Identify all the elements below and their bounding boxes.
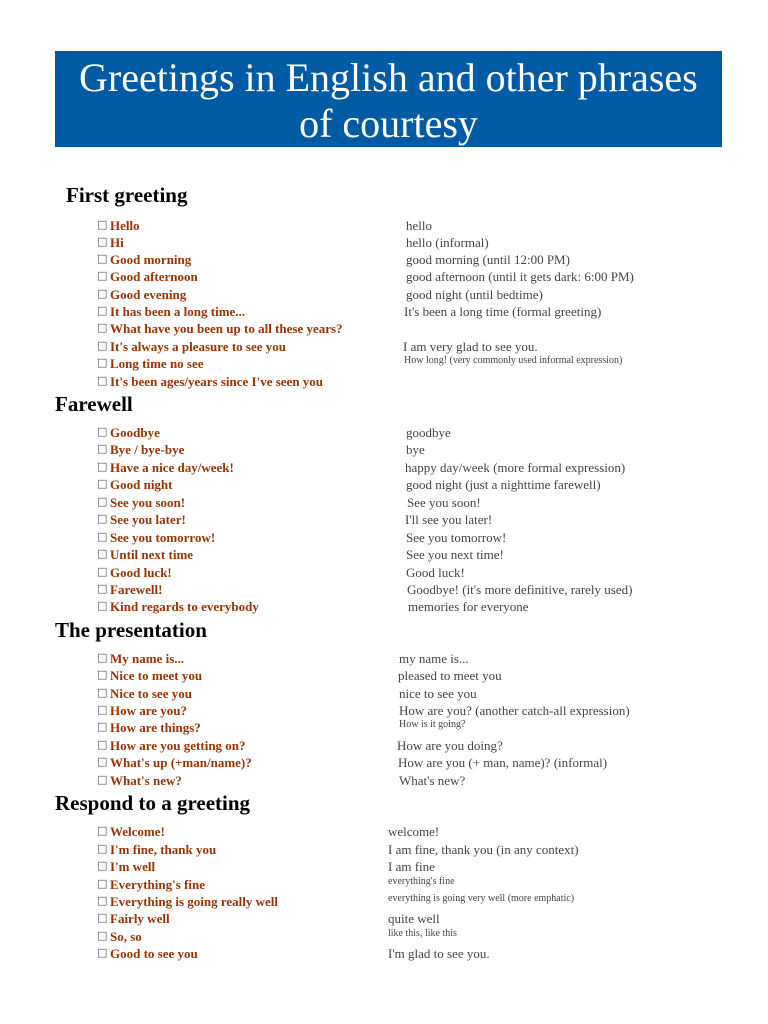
meaning-text: What's new?	[399, 773, 466, 788]
box-bullet-icon: □	[97, 339, 108, 352]
box-bullet-icon: □	[97, 547, 108, 560]
meaning-text: goodbye	[406, 425, 451, 440]
phrase-text: It's been ages/years since I've seen you	[110, 374, 324, 389]
phrase-text: It has been a long time...	[110, 304, 246, 319]
list-item	[97, 564, 737, 581]
phrase-text: Until next time	[110, 547, 194, 562]
page-title-line-2: of courtesy	[299, 101, 478, 146]
box-bullet-icon: □	[97, 287, 108, 300]
phrase-text: Kind regards to everybody	[110, 599, 259, 614]
list-item	[97, 303, 737, 320]
list-item	[97, 667, 737, 684]
list-item	[97, 841, 737, 858]
phrase-text: Goodbye	[110, 425, 160, 440]
list-item	[97, 945, 737, 962]
phrase-text: Farewell!	[110, 582, 163, 597]
meaning-text: How is it going?	[399, 719, 466, 730]
meaning-text: How are you doing?	[397, 738, 503, 753]
list-item	[97, 650, 737, 667]
phrase-text: Nice to see you	[110, 686, 192, 701]
page-title-line-1: Greetings in English and other phrases	[79, 55, 698, 100]
list-item	[97, 373, 737, 390]
box-bullet-icon: □	[97, 894, 108, 907]
list-item	[97, 823, 737, 840]
phrase-text: Hi	[110, 235, 124, 250]
meaning-text: Good luck!	[406, 565, 465, 580]
list-item	[97, 685, 737, 702]
box-bullet-icon: □	[97, 859, 108, 872]
phrase-text: Good to see you	[110, 946, 198, 961]
box-bullet-icon: □	[97, 321, 108, 334]
box-bullet-icon: □	[97, 773, 108, 786]
box-bullet-icon: □	[97, 495, 108, 508]
meaning-text: How long! (very commonly used informal expression)	[404, 355, 623, 366]
phrase-text: Everything's fine	[110, 877, 205, 892]
list-item	[97, 598, 737, 615]
meaning-text: memories for everyone	[408, 599, 529, 614]
list-item	[97, 251, 737, 268]
meaning-text: I am fine, thank you (in any context)	[388, 842, 579, 857]
meaning-text: good night (just a nighttime farewell)	[406, 477, 601, 492]
phrase-text: Good morning	[110, 252, 192, 267]
meaning-text: everything's fine	[388, 876, 455, 887]
section-heading: Farewell	[55, 392, 133, 416]
meaning-text: hello	[406, 218, 432, 233]
meaning-text: See you next time!	[406, 547, 504, 562]
list-item	[97, 217, 737, 234]
list-item	[97, 546, 737, 563]
list-item	[97, 772, 737, 789]
phrase-text: How are things?	[110, 720, 201, 735]
box-bullet-icon: □	[97, 686, 108, 699]
box-bullet-icon: □	[97, 877, 108, 890]
box-bullet-icon: □	[97, 374, 108, 387]
list-item	[97, 320, 737, 337]
box-bullet-icon: □	[97, 911, 108, 924]
list-item	[97, 268, 737, 285]
box-bullet-icon: □	[97, 738, 108, 751]
meaning-text: See you tomorrow!	[406, 530, 507, 545]
phrase-text: My name is...	[110, 651, 185, 666]
list-item	[97, 476, 737, 493]
phrase-text: What have you been up to all these years?	[110, 321, 343, 336]
meaning-text: good morning (until 12:00 PM)	[406, 252, 570, 267]
meaning-text: nice to see you	[399, 686, 477, 701]
box-bullet-icon: □	[97, 304, 108, 317]
meaning-text: good night (until bedtime)	[406, 287, 543, 302]
meaning-text: See you soon!	[407, 495, 481, 510]
section-heading: The presentation	[55, 618, 207, 642]
box-bullet-icon: □	[97, 235, 108, 248]
phrase-text: Fairly well	[110, 911, 170, 926]
phrase-text: It's always a pleasure to see you	[110, 339, 286, 354]
list-item	[97, 441, 737, 458]
box-bullet-icon: □	[97, 668, 108, 681]
phrase-text: I'm fine, thank you	[110, 842, 217, 857]
phrase-text: Bye / bye-bye	[110, 442, 185, 457]
box-bullet-icon: □	[97, 651, 108, 664]
box-bullet-icon: □	[97, 442, 108, 455]
section-heading: First greeting	[66, 183, 188, 207]
box-bullet-icon: □	[97, 218, 108, 231]
meaning-text: welcome!	[388, 824, 440, 839]
meaning-text: like this, like this	[388, 928, 457, 939]
phrase-text: How are you getting on?	[110, 738, 246, 753]
box-bullet-icon: □	[97, 512, 108, 525]
phrase-text: How are you?	[110, 703, 188, 718]
box-bullet-icon: □	[97, 356, 108, 369]
phrase-text: Everything is going really well	[110, 894, 279, 909]
list-item	[97, 234, 737, 251]
meaning-text: I'm glad to see you.	[388, 946, 490, 961]
box-bullet-icon: □	[97, 929, 108, 942]
list-item	[97, 459, 737, 476]
box-bullet-icon: □	[97, 720, 108, 733]
list-item	[97, 286, 737, 303]
meaning-text: How are you? (another catch-all expression)	[399, 703, 630, 718]
box-bullet-icon: □	[97, 599, 108, 612]
phrase-text: Welcome!	[110, 824, 165, 839]
title-banner	[55, 51, 722, 147]
phrase-text: Good evening	[110, 287, 187, 302]
box-bullet-icon: □	[97, 252, 108, 265]
box-bullet-icon: □	[97, 946, 108, 959]
list-item	[97, 893, 737, 910]
phrase-text: Have a nice day/week!	[110, 460, 234, 475]
box-bullet-icon: □	[97, 565, 108, 578]
phrase-text: See you tomorrow!	[110, 530, 216, 545]
meaning-text: happy day/week (more formal expression)	[405, 460, 626, 475]
box-bullet-icon: □	[97, 425, 108, 438]
box-bullet-icon: □	[97, 824, 108, 837]
box-bullet-icon: □	[97, 460, 108, 473]
box-bullet-icon: □	[97, 269, 108, 282]
section-heading: Respond to a greeting	[55, 791, 251, 815]
list-item	[97, 581, 737, 598]
meaning-text: pleased to meet you	[398, 668, 502, 683]
phrase-text: Good night	[110, 477, 173, 492]
meaning-text: Goodbye! (it's more definitive, rarely used)	[407, 582, 633, 597]
meaning-text: I am fine	[388, 859, 435, 874]
phrase-text: Good luck!	[110, 565, 172, 580]
list-item	[97, 355, 737, 372]
meaning-text: my name is...	[399, 651, 469, 666]
list-item	[97, 511, 737, 528]
phrase-text: I'm well	[110, 859, 156, 874]
phrase-text: See you later!	[110, 512, 186, 527]
meaning-text: hello (informal)	[406, 235, 489, 250]
box-bullet-icon: □	[97, 755, 108, 768]
box-bullet-icon: □	[97, 703, 108, 716]
meaning-text: It's been a long time (formal greeting)	[404, 304, 602, 319]
box-bullet-icon: □	[97, 582, 108, 595]
list-item	[97, 719, 737, 736]
phrase-text: What's up (+man/name)?	[110, 755, 252, 770]
phrase-text: Good afternoon	[110, 269, 198, 284]
meaning-text: bye	[406, 442, 425, 457]
box-bullet-icon: □	[97, 477, 108, 490]
phrase-text: Hello	[110, 218, 140, 233]
phrase-text: So, so	[110, 929, 142, 944]
phrase-text: Nice to meet you	[110, 668, 203, 683]
list-item	[97, 494, 737, 511]
list-item	[97, 529, 737, 546]
meaning-text: everything is going very well (more emphatic)	[388, 893, 575, 904]
meaning-text: quite well	[388, 911, 440, 926]
box-bullet-icon: □	[97, 530, 108, 543]
phrase-text: What's new?	[110, 773, 182, 788]
meaning-text: How are you (+ man, name)? (informal)	[398, 755, 608, 770]
phrase-text: See you soon!	[110, 495, 186, 510]
list-item	[97, 424, 737, 441]
list-item	[97, 737, 737, 754]
box-bullet-icon: □	[97, 842, 108, 855]
meaning-text: I'll see you later!	[405, 512, 493, 527]
list-item	[97, 754, 737, 771]
phrase-text: Long time no see	[110, 356, 204, 371]
list-item	[97, 928, 737, 945]
meaning-text: good afternoon (until it gets dark: 6:00 PM)	[406, 269, 634, 284]
meaning-text: I am very glad to see you.	[403, 339, 538, 354]
